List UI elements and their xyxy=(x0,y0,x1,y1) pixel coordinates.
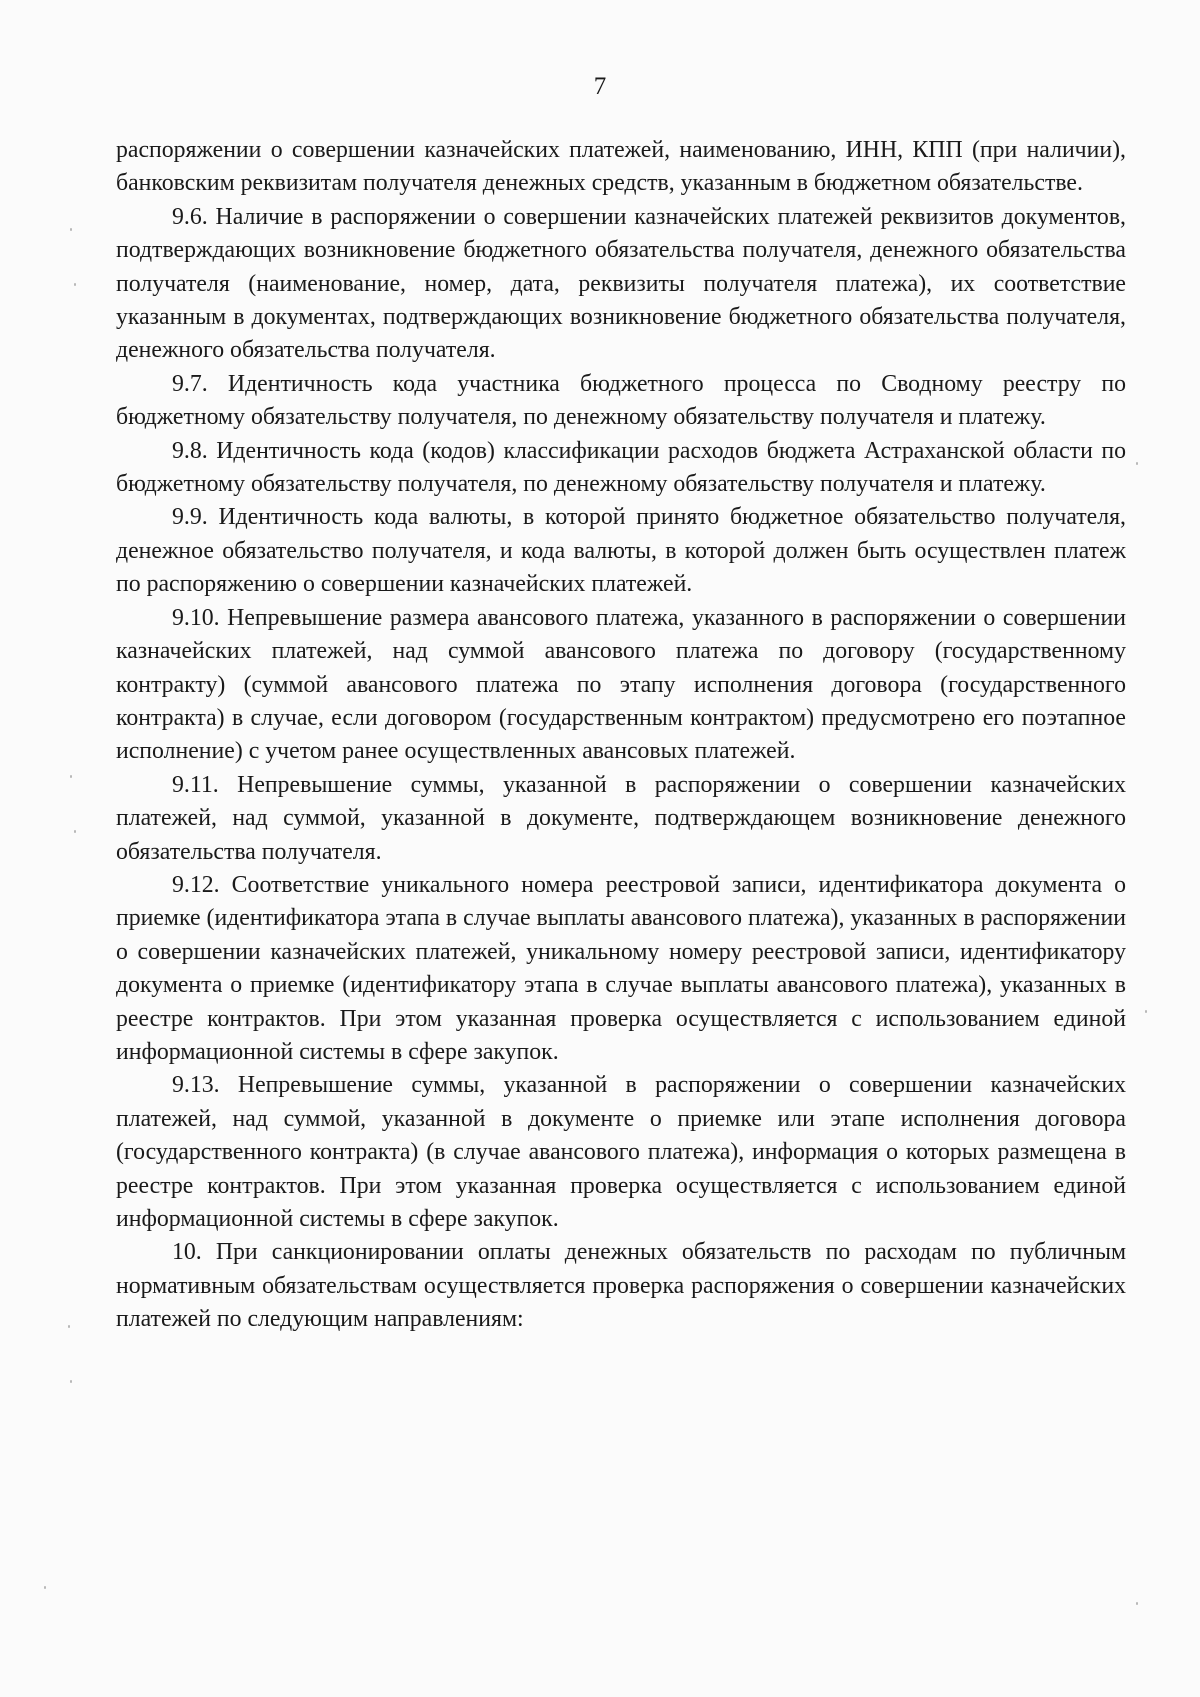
paragraph-10: 10. При санкционировании оплаты денежных обязательств по расходам по публичным нормативным обязательствам осуществляется проверка распоряжения о совершении казначейских платежей по следующим направлениям: xyxy=(116,1239,1126,1333)
scan-speck xyxy=(1136,1602,1138,1605)
scan-speck xyxy=(74,830,76,833)
page-number: 7 xyxy=(593,73,607,100)
paragraph-continuation: распоряжении о совершении казначейских платежей, наименованию, ИНН, КПП (при наличии), банковским реквизитам получателя денежных средств, указанным в бюджетном обязательстве. xyxy=(116,137,1126,197)
paragraph-9-7: 9.7. Идентичность кода участника бюджетного процесса по Сводному реестру по бюджетному обязательству получателя, по денежному обязательству получателя и платежу. xyxy=(116,370,1126,431)
scan-speck xyxy=(68,1325,70,1328)
paragraph-9-10: 9.10. Непревышение размера авансового платежа, указанного в распоряжении о совершении казначейских платежей, над суммой авансового платежа по договору (государственному контракту) (суммой авансового платежа по этапу исполнения договора (государственного контракта) в случае, если договором (государственным контрактом) предусмотрено его поэтапное исполнение) с учетом ранее осуществленных авансовых платежей. xyxy=(116,604,1126,765)
scan-speck xyxy=(74,283,76,286)
paragraph-9-13: 9.13. Непревышение суммы, указанной в распоряжении о совершении казначейских платежей, над суммой, указанной в документе о приемке или этапе исполнения договора (государственного контракта) (в случае авансового платежа), информация о которых размещена в реестре контрактов. При этом указанная проверка осуществляется с использованием единой информационной системы в сфере закупок. xyxy=(116,1072,1126,1232)
scan-speck xyxy=(1145,1010,1147,1013)
scan-speck xyxy=(70,228,72,231)
scan-speck xyxy=(44,1586,46,1589)
paragraph-9-6: 9.6. Наличие в распоряжении о совершении казначейских платежей реквизитов документов, подтверждающих возникновение бюджетного обязательства получателя, денежного обязательства получателя (наименование, номер, дата, реквизиты получателя платежа), их соответствие указанным в документах, подтверждающих возникновение бюджетного обязательства получателя, денежного обязательства получателя. xyxy=(116,203,1126,364)
scan-speck xyxy=(70,1380,72,1383)
scan-speck xyxy=(70,775,72,778)
paragraph-9-8: 9.8. Идентичность кода (кодов) классификации расходов бюджета Астраханской области по бюджетному обязательству получателя, по денежному обязательству получателя и платежу. xyxy=(116,437,1126,498)
paragraph-9-12: 9.12. Соответствие уникального номера реестровой записи, идентификатора документа о приемке (идентификатора этапа в случае выплаты авансового платежа), указанных в распоряжении о совершении казначейских платежей, уникальному номеру реестровой записи, идентификатору документа о приемке (идентификатору этапа в случае выплаты авансового платежа), указанных в реестре контрактов. При этом указанная проверка осуществляется с использованием единой информационной системы в сфере закупок. xyxy=(116,871,1126,1065)
paragraph-9-11: 9.11. Непревышение суммы, указанной в распоряжении о совершении казначейских платежей, над суммой, указанной в документе, подтверждающем возникновение денежного обязательства получателя. xyxy=(116,771,1126,865)
document-body xyxy=(116,134,1126,1337)
scan-speck xyxy=(1136,462,1138,465)
paragraph-9-9: 9.9. Идентичность кода валюты, в которой принято бюджетное обязательство получателя, денежное обязательство получателя, и кода валюты, в которой должен быть осуществлен платеж по распоряжению о совершении казначейских платежей. xyxy=(116,504,1126,598)
